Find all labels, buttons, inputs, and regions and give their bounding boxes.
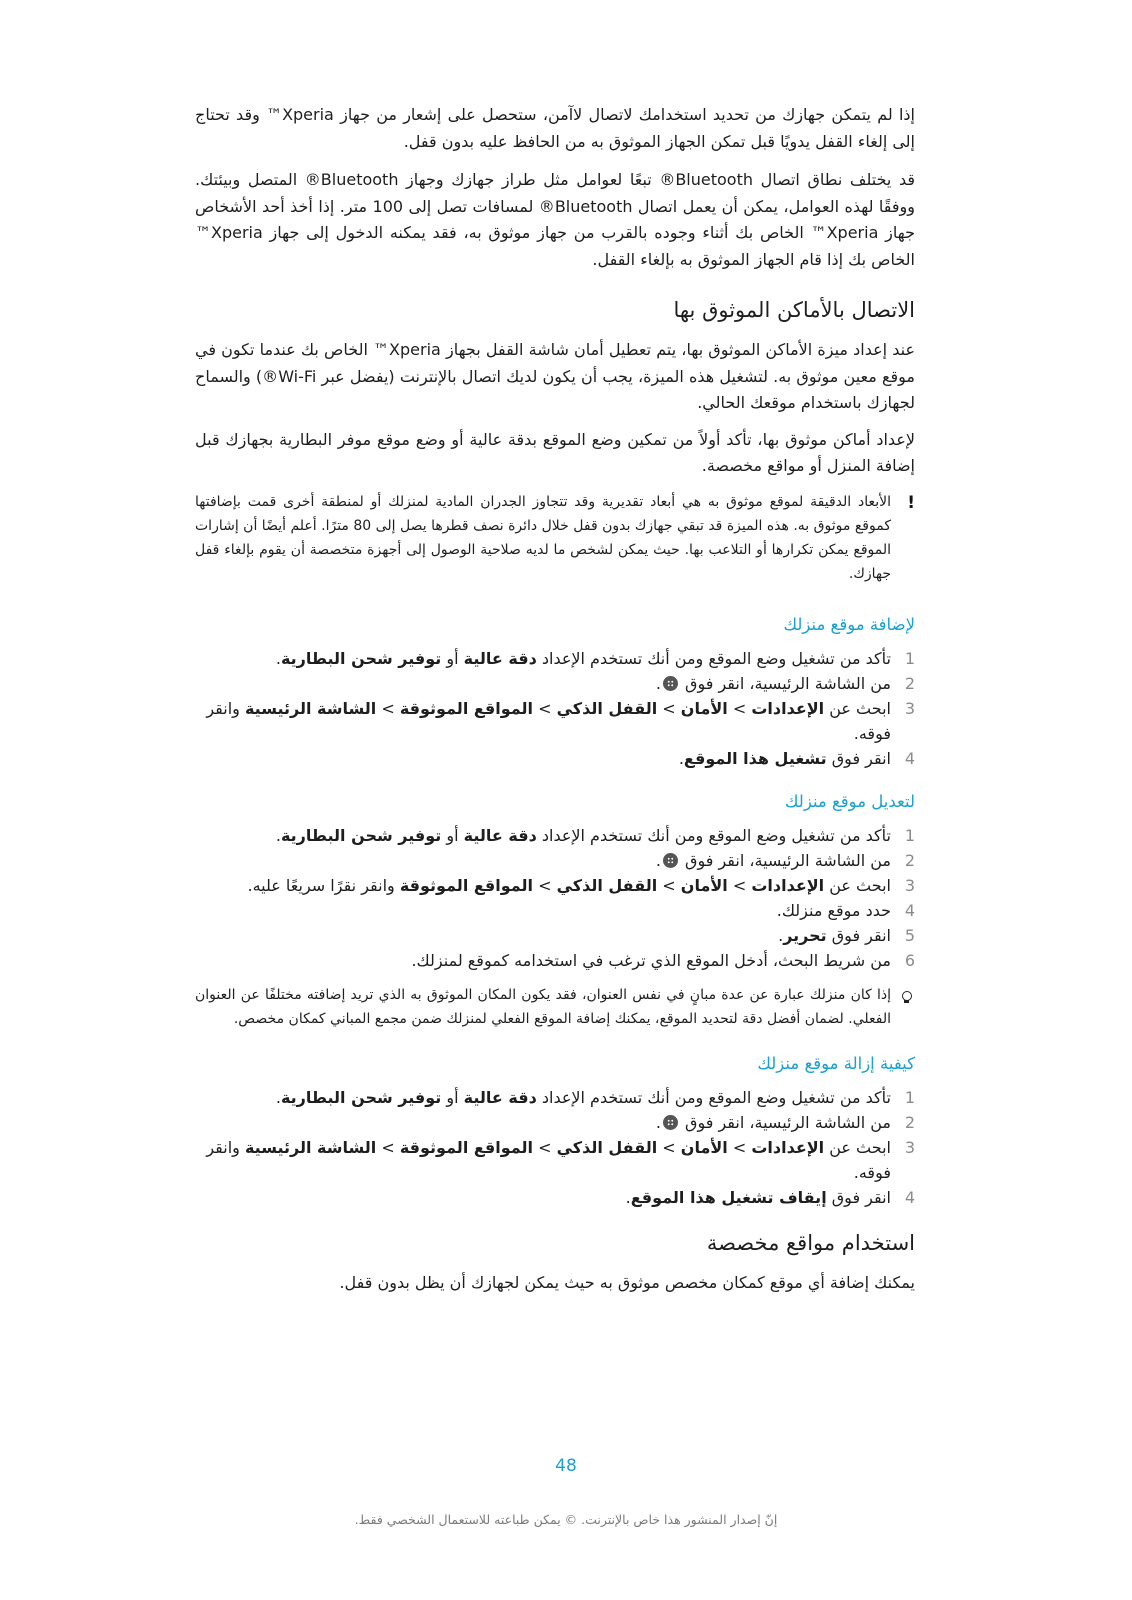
list-item: 3 ابحث عن الإعدادات > الأمان > القفل الذكي > المواقع الموثوقة وانقر نقرًا سريعًا عليه. — [247, 875, 915, 895]
add-home-steps — [195, 646, 915, 771]
list-item: 5 انقر فوق تحرير. — [778, 925, 915, 945]
section-title-trusted-places: الاتصال بالأماكن الموثوق بها — [673, 298, 915, 322]
list-item: 4 حدد موقع منزلك. — [776, 900, 915, 920]
apps-grid-icon — [663, 676, 678, 691]
list-item: 2 من الشاشة الرئيسية، انقر فوق . — [655, 673, 915, 693]
custom-places-paragraph: يمكنك إضافة أي موقع كمكان مخصص موثوق به حيث يمكن لجهازك أن يظل بدون قفل. — [339, 1272, 915, 1292]
exclamation-icon: ! — [907, 492, 915, 513]
remove-home-steps — [195, 1085, 915, 1210]
tip-note — [195, 983, 915, 1031]
subheading-add-home: لإضافة موقع منزلك — [783, 614, 915, 634]
list-item: 2 من الشاشة الرئيسية، انقر فوق . — [655, 1112, 915, 1132]
intro-paragraph-1: إذا لم يتمكن جهازك من تحديد استخدامك لاتصال لاآمن، ستحصل على إشعار من جهاز Xperia™ وقد تحتاج إلى إلغاء القفل يدويًا قبل تمكن الجهاز الموثوق به من الحافظ عليه بدون قفل. — [195, 105, 915, 151]
lightbulb-icon — [897, 987, 915, 1005]
list-item: 4 انقر فوق تشغيل هذا الموقع. — [678, 748, 915, 768]
intro-paragraph-2: قد يختلف نطاق اتصال Bluetooth® تبعًا لعوامل مثل طراز جهازك وجهاز Bluetooth® المتصل وبيئتك. ووفقًا لهذه العوامل، يمكن أن يعمل اتصال Bluetooth® لمسافات تصل إلى 100 متر. إذا أخذ أحد الأشخاص جهاز Xperia™ الخاص بك أثناء وجوده بالقرب من جهاز موثوق به، فقد يمكنه الدخول إلى جهاز Xperia™ الخاص بك إذا قام الجهاز الموثوق به بإلغاء القفل. — [195, 170, 916, 269]
apps-grid-icon — [663, 853, 678, 868]
list-item: 3 ابحث عن الإعدادات > الأمان > القفل الذكي > المواقع الموثوقة > الشاشة الرئيسية وانقر فوقه. — [206, 698, 915, 743]
tip-note-text: إذا كان منزلك عبارة عن عدة مبانٍ في نفس العنوان، فقد يكون المكان الموثوق به الذي تريد إضافته مختلفًا عن العنوان الفعلي. لضمان أفضل دقة لتحديد الموقع، يمكنك إضافة الموقع الفعلي لمنزلك ضمن مجمع المباني كمكان مخصص. — [195, 986, 891, 1027]
trusted-places-paragraph-1: عند إعداد ميزة الأماكن الموثوق بها، يتم تعطيل أمان شاشة القفل بجهاز Xperia™ الخاص بك عندما تكون في موقع معين موثوق به. لتشغيل هذه الميزة، يجب أن يكون لديك اتصال بالإنترنت (يفضل عبر Wi-Fi®) والسماح لجهازك باستخدام موقعك الحالي. — [195, 340, 915, 412]
list-item: 6 من شريط البحث، أدخل الموقع الذي ترغب في استخدامه كموقع لمنزلك. — [411, 950, 915, 970]
subheading-remove-home: كيفية إزالة موقع منزلك — [757, 1053, 915, 1073]
footer-note: إنّ إصدار المنشور هذا خاص بالإنترنت. © يمكن طباعته للاستعمال الشخصي فقط. — [354, 1512, 778, 1527]
list-item: 4 انقر فوق إيقاف تشغيل هذا الموقع. — [625, 1187, 915, 1207]
edit-home-steps — [195, 823, 915, 973]
trusted-places-paragraph-2: لإعداد أماكن موثوق بها، تأكد أولاً من تمكين وضع الموقع بدقة عالية أو وضع موقع موفر البطارية بجهازك قبل إضافة المنزل أو مواقع مخصصة. — [195, 429, 915, 475]
page-number: 48 — [555, 1456, 577, 1476]
apps-grid-icon — [663, 1115, 678, 1130]
section-title-custom-places: استخدام مواقع مخصصة — [706, 1230, 915, 1255]
list-item: 1 تأكد من تشغيل وضع الموقع ومن أنك تستخدم الإعداد دقة عالية أو توفير شحن البطارية. — [275, 825, 915, 845]
page-content — [195, 102, 915, 1296]
list-item: 1 تأكد من تشغيل وضع الموقع ومن أنك تستخدم الإعداد دقة عالية أو توفير شحن البطارية. — [275, 1087, 915, 1107]
list-item: 3 ابحث عن الإعدادات > الأمان > القفل الذكي > المواقع الموثوقة > الشاشة الرئيسية وانقر فوقه. — [206, 1137, 915, 1182]
warning-note-text: الأبعاد الدقيقة لموقع موثوق به هي أبعاد تقديرية وقد تتجاوز الجدران المادية لمنزلك أو لمنطقة أخرى قمت بإضافتها كموقع موثوق به. هذه الميزة قد تبقي جهازك بدون قفل خلال دائرة نصف قطرها يصل إلى 80 مترًا. أعلم أيضًا أن إشارات الموقع يمكن تكرارها أو التلاعب بها. حيث يمكن لشخص ما لديه صلاحية الوصول إلى أجهزة متخصصة أن يقوم بإلغاء قفل جهازك. — [195, 493, 891, 582]
subheading-edit-home: لتعديل موقع منزلك — [784, 791, 915, 811]
list-item: 2 من الشاشة الرئيسية، انقر فوق . — [655, 850, 915, 870]
list-item: 1 تأكد من تشغيل وضع الموقع ومن أنك تستخدم الإعداد دقة عالية أو توفير شحن البطارية. — [275, 648, 915, 668]
warning-note — [195, 490, 915, 586]
